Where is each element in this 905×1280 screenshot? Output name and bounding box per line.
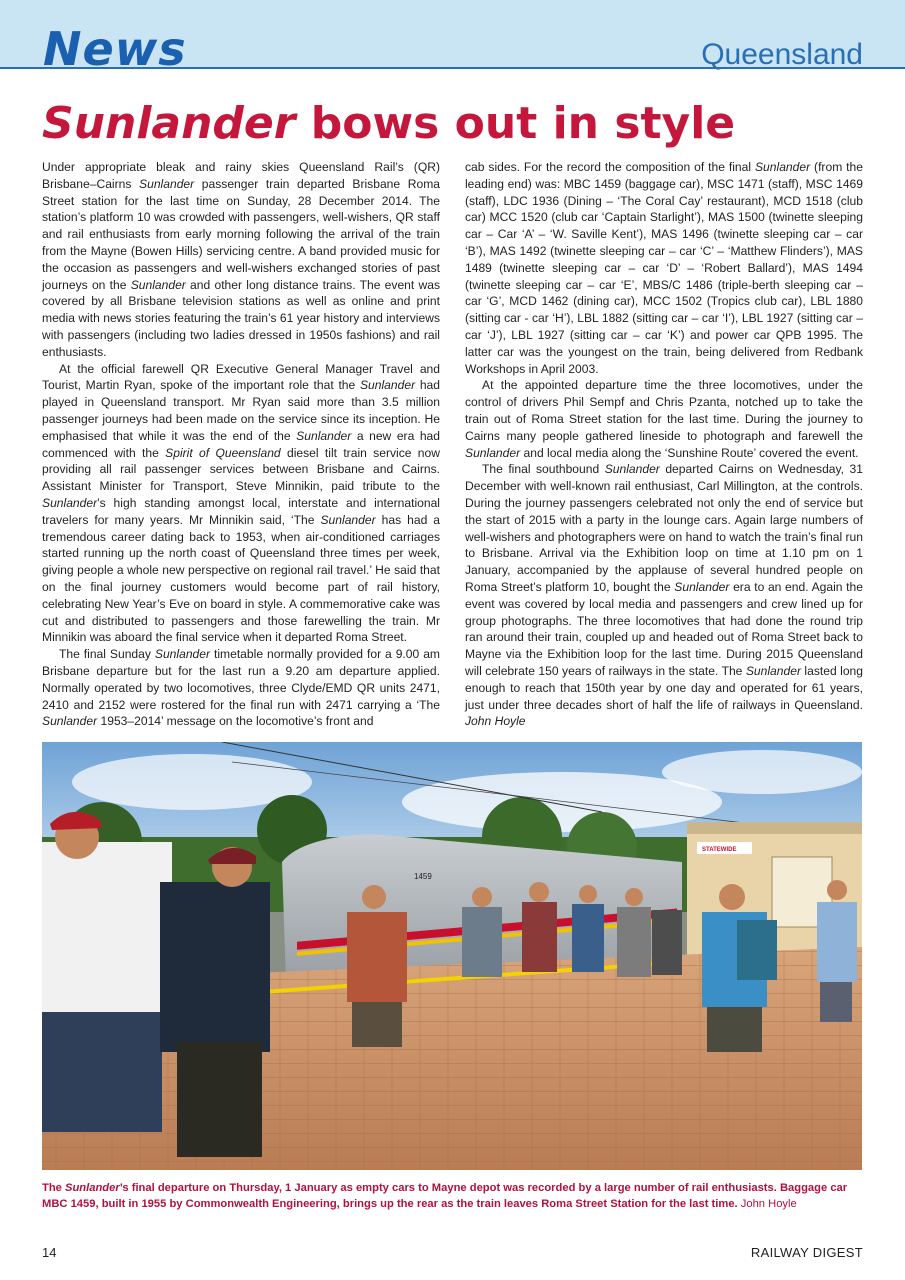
article-paragraph: The final southbound Sunlander departed Cairns on Wednesday, 31 December with well-known rail enthusiast, Carl Millington, at the controls. During the journey passengers celebrated not only the end of service but the start of 2015 with a party in the lounge cars. Again large numbers of well-wishers and photographers were on hand to watch the train’s final run to Brisbane. Arrival via the Exhibition loop on time at 1.10 pm on 1 January, accompanied by the applause of several hundred people on Roma Street’s platform 10, bought the Sunlander era to an end. Again the event was covered by local media and passengers and crew lined up for group photographs. The three locomotives that had done the round trip ran around their train, coupled up and headed out of Roma Street back to Mayne via the Exhibition loop for the last time. During 2015 Queensland will celebrate 150 years of railways in the state. The Sunlander lasted long enough to reach that 150th year by one day and operated for 61 years, just under three decades short of half the life of railways in Queensland. John Hoyle: [465, 462, 863, 729]
article-paragraph: At the official farewell QR Executive General Manager Travel and Tourist, Martin Ryan, spoke of the important role that the Sunlander had played in Queensland transport. Mr Ryan said more than 3.5 million passenger journeys had been made on the service since its inception. He emphasised that while it was the end of the Sunlander a new era had commenced with the Spirit of Queensland diesel tilt train service now providing all rail passenger services between Brisbane and Cairns. Assistant Minister for Transport, Steve Minnikin, paid tribute to the Sunlander’s high standing amongst local, interstate and international travelers for many years. Mr Minnikin said, ‘The Sunlander has had a tremendous career dating back to 1953, when air-conditioned carriages started running up the north coast of Queensland three times per week, giving people a whole new perspective on regional rail travel.’ He said that on the final journey customers would become part of rail history, celebrating New Year’s Eve on board in style. A commemorative cake was cut and distributed to passengers and those farewelling the train. Mr Minnikin was aboard the final service when it departed Roma Street.: [42, 361, 441, 645]
photo-caption: [42, 1180, 864, 1212]
caption-italic: Sunlander: [65, 1182, 120, 1194]
car-number: 1459: [414, 872, 432, 881]
article-paragraph: cab sides. For the record the composition of the final Sunlander (from the leading end) was: MBC 1459 (baggage car), MSC 1471 (staff), MSC 1469 (staff), LDC 1936 (Dining – ‘The Coral Cay’ restaurant), MCD 1518 (club car) MCC 1520 (club car ‘Captain Starlight’), MAS 1500 (twinette sleeping car – Car ‘A’ – ‘W. Saville Kent’), MAS 1496 (twinette sleeping car – car ‘B’), MAS 1492 (twinette sleeping car – car ‘C’ – ‘Matthew Flinders’), MAS 1489 (twinette sleeping car – car ‘D’ – ‘Robert Ballard’), MAS 1494 (twinette sleeping car – car ‘E’, MBS/C 1486 (triple-berth sleeping car – car ‘G’, MCD 1462 (dining car), MCC 1502 (Tropics club car), LBL 1880 (sitting car - car ‘H’), LBL 1882 (sitting car – car ‘I’), LBL 1927 (sitting car – car ‘J’), LBL 1927 (sitting car – car ‘K’) and power car QPB 1995. The latter car was the youngest on the train, being delivered from Redbank Workshops in April 2003.: [465, 160, 863, 376]
caption-body: ’s final departure on Thursday, 1 January as empty cars to Mayne depot was recorded by a large number of rail enthusiasts. Baggage car MBC 1459, built in 1955 by Commonwealth Engineering, brings up the rear as the train leaves Roma Street Station for the last time.: [42, 1182, 848, 1210]
article-photo: [42, 742, 862, 1170]
article-paragraph: At the appointed departure time the three locomotives, under the control of drivers Phil Sempf and Chris Pzanta, notched up to take the train out of Roma Street station for the last time. During the journey to Cairns many people gathered lineside to photograph and farewell the Sunlander and local media along the ‘Sunshine Route’ covered the event.: [465, 378, 863, 460]
article-paragraph: The final Sunday Sunlander timetable normally provided for a 9.00 am Brisbane departure but for the last run a 9.20 am departure applied. Normally operated by two locomotives, three Clyde/EMD QR units 2471, 2410 and 2152 were rostered for the final run with 2471 carrying a ‘The Sunlander 1953–2014’ message on the locomotive’s front and: [42, 647, 440, 729]
article-column-right: [465, 159, 863, 730]
person-left: [42, 812, 172, 1132]
article-headline: [42, 98, 735, 150]
page-number: 14: [42, 1245, 57, 1260]
article-paragraph: Under appropriate bleak and rainy skies Queensland Rail’s (QR) Brisbane–Cairns Sunlander passenger train departed Brisbane Roma Street station for the last time on Sunday, 28 December 2014. The station’s platform 10 was crowded with passengers, well-wishers, QR staff and rail enthusiasts from early morning following the arrival of the train from the Mayne (Bowen Hills) servicing centre. A band provided music for the occasion as passengers and well-wishers exchanged stories of past journeys on the Sunlander and other long distance trains. The event was covered by all Brisbane television stations as well as online and print media with news stories featuring the train’s 61 year history and interviews with passengers (including two ladies dressed in 1950s fashions) and rail enthusiasts.: [42, 160, 440, 359]
caption-pre: The: [42, 1182, 65, 1194]
article-column-left: [42, 159, 440, 730]
caption-credit: John Hoyle: [740, 1198, 797, 1210]
region-label: Queensland: [701, 38, 863, 71]
magazine-name: RAILWAY DIGEST: [750, 1245, 863, 1260]
headline-rest: bows out in style: [295, 98, 736, 149]
building-sign: STATEWIDE: [702, 847, 737, 853]
headline-italic: Sunlander: [42, 98, 296, 149]
section-label: News: [43, 22, 187, 76]
